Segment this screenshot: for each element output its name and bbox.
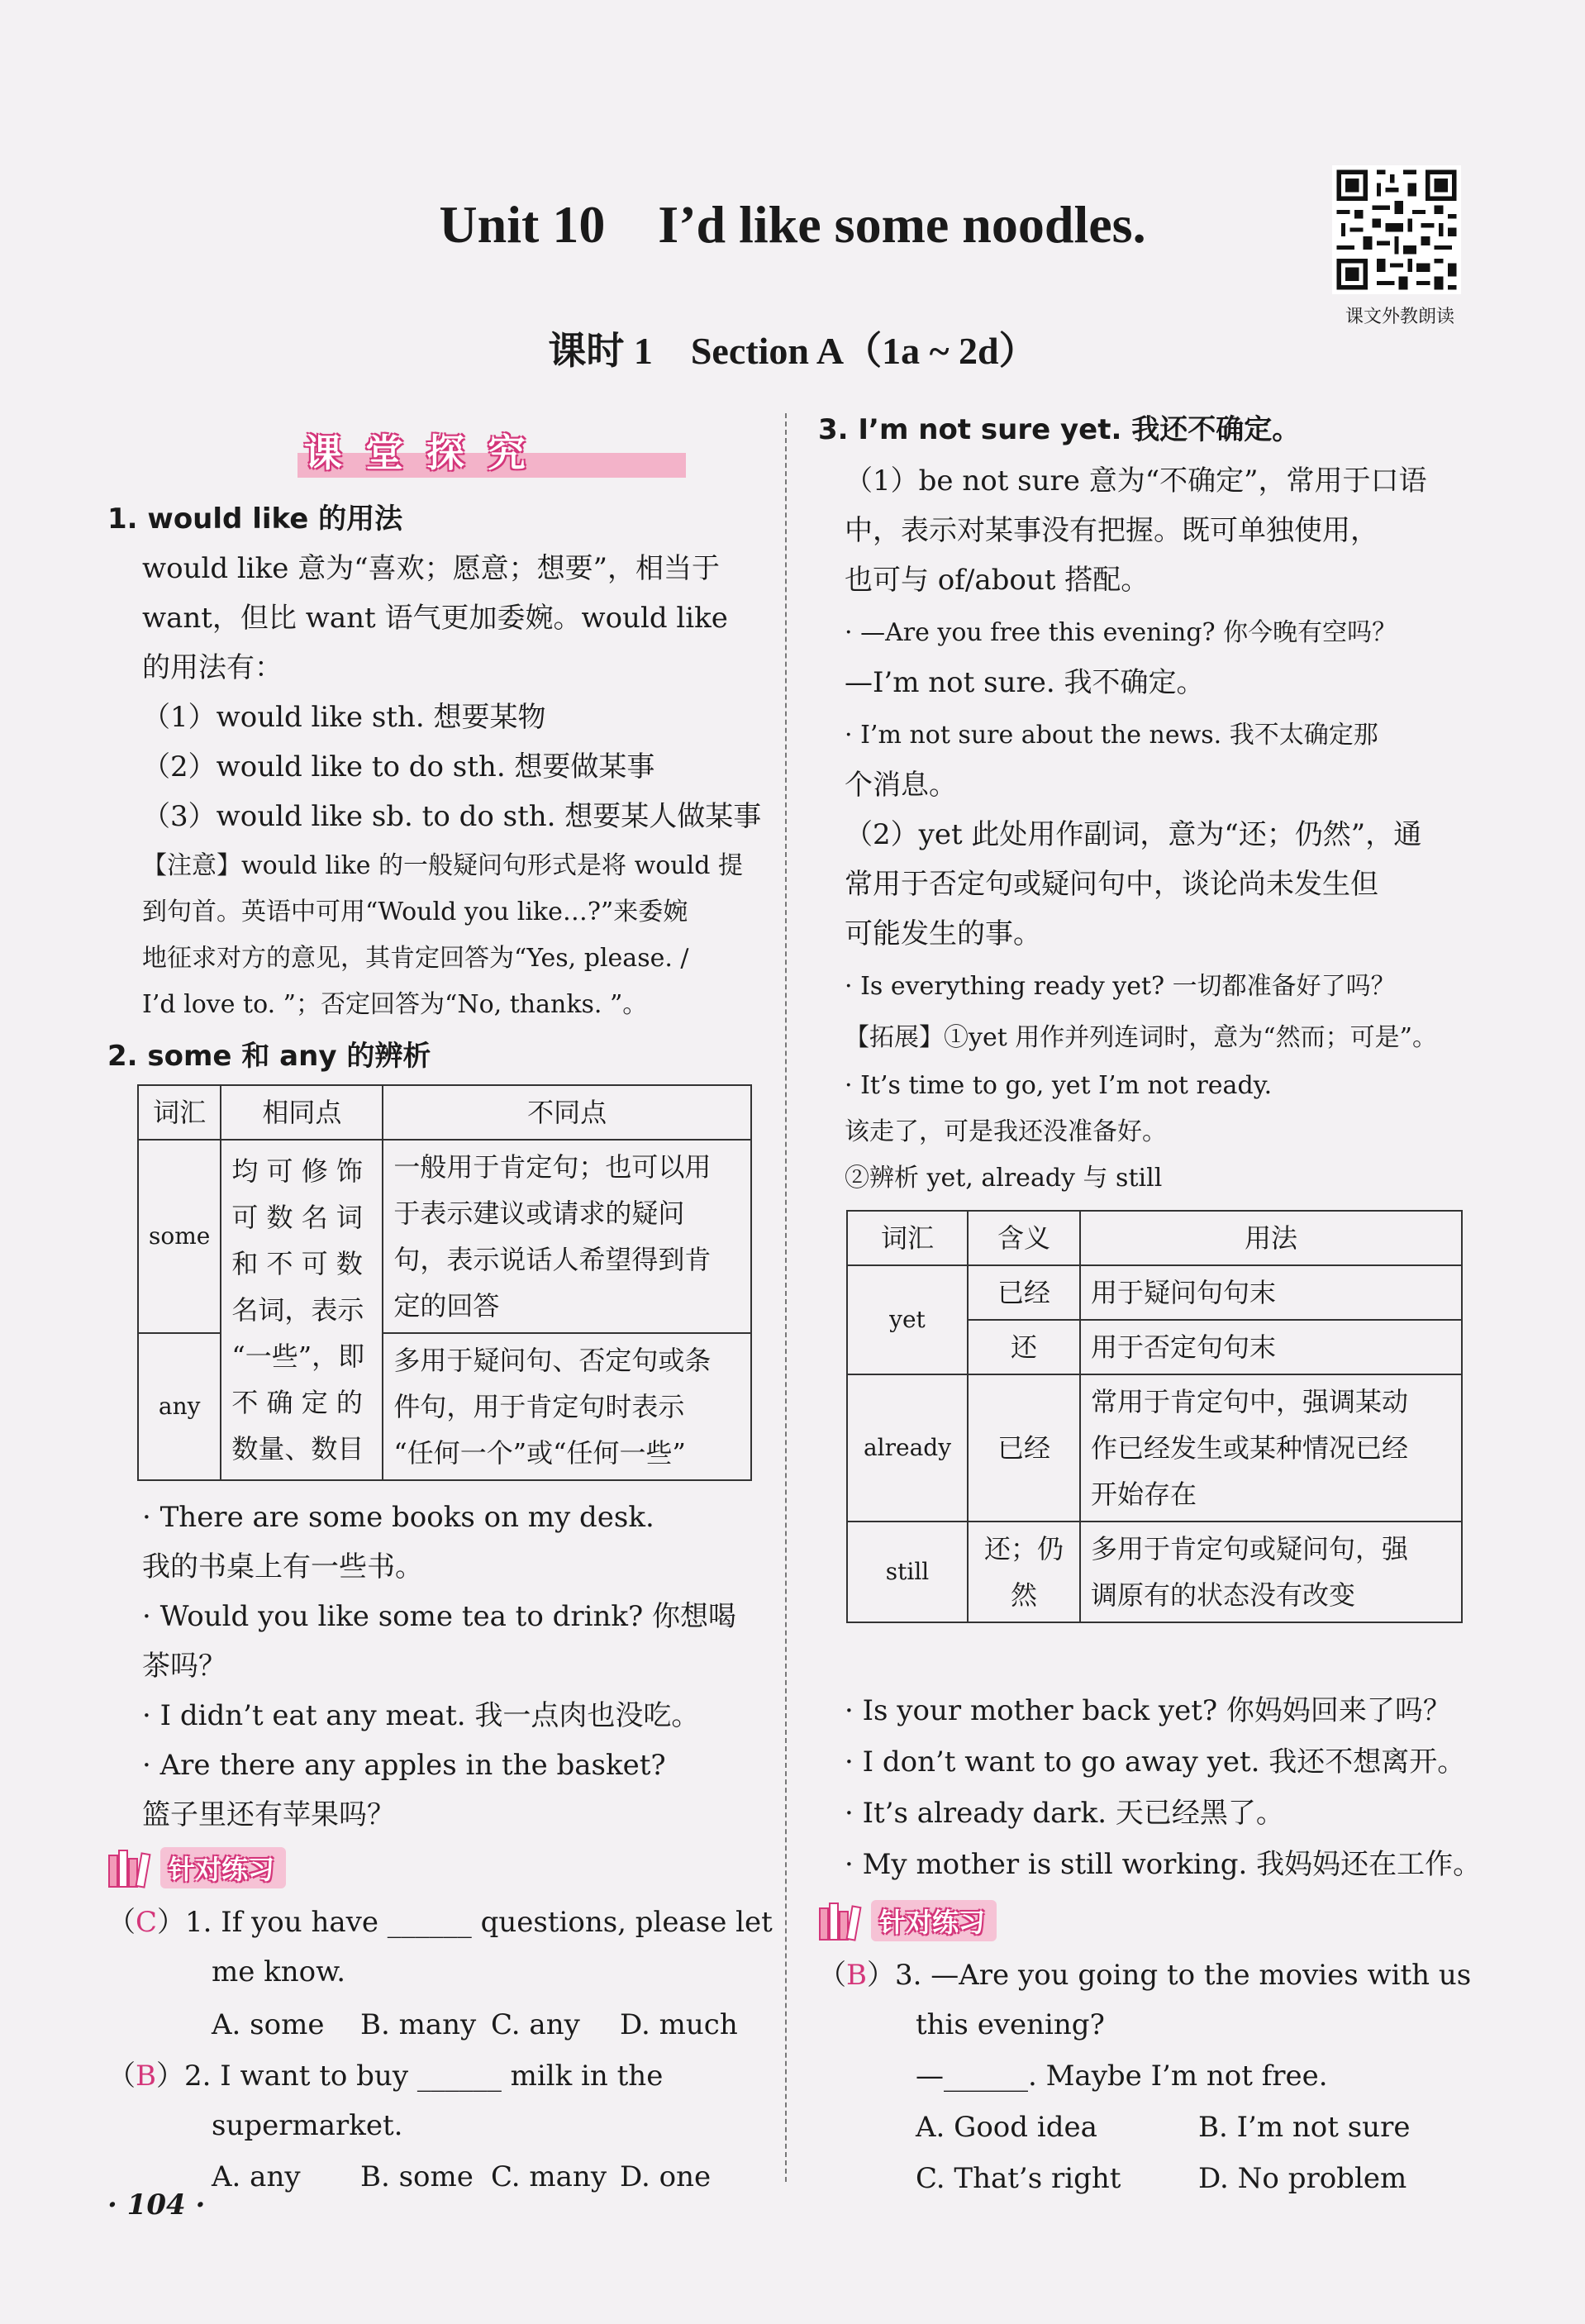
table-usage: 用于疑问句句末 <box>1080 1265 1462 1320</box>
s3-line: 【拓展】①yet 用作并列连词时，意为“然而；可是”。 <box>845 1023 1437 1052</box>
table-word-still: still <box>847 1522 968 1622</box>
question-3: （B）3. —Are you going to the movies with us <box>818 1959 1472 1992</box>
table-header: 不同点 <box>383 1085 751 1140</box>
usage-line: 多用于肯定句或疑问句，强 <box>1091 1533 1409 1564</box>
section-2-title: 2. some 和 any 的辨析 <box>107 1040 431 1073</box>
table-meaning: 已经 <box>968 1374 1080 1522</box>
s1-line-3: 的用法有： <box>142 651 283 684</box>
usage-line: 常用于肯定句中，强调某动 <box>1091 1386 1409 1417</box>
usage-line: 作已经发生或某种情况已经 <box>1091 1432 1409 1464</box>
s3-line: · It’s time to go, yet I’m not ready. <box>845 1071 1273 1100</box>
s3-line: 中，表示对某事没有把握。既可单独使用， <box>845 514 1378 547</box>
diff-line: “任何一个”或“任何一些” <box>393 1437 686 1469</box>
same-line: 可 数 名 词 <box>231 1202 363 1233</box>
answer-3: B <box>846 1959 867 1992</box>
example-line: · It’s already dark. 天已经黑了。 <box>845 1797 1284 1830</box>
q1-option-c: C. any <box>491 2008 580 2041</box>
s3-line: 也可与 of/about 搭配。 <box>845 564 1149 597</box>
q2-line-1: 2. I want to buy ______ milk in the <box>184 2060 664 2093</box>
table-meaning: 已经 <box>968 1265 1080 1320</box>
q2-option-d: D. one <box>620 2160 712 2193</box>
diff-line: 件句，用于肯定句时表示 <box>393 1391 685 1422</box>
unit-title: Unit 10 I’d like some noodles. <box>439 195 1146 254</box>
table-header: 词汇 <box>138 1085 221 1140</box>
example-line: · Would you like some tea to drink? 你想喝 <box>142 1600 737 1633</box>
table-header: 相同点 <box>221 1085 383 1140</box>
example-line: 我的书桌上有一些书。 <box>142 1550 423 1583</box>
diff-line: 于表示建议或请求的疑问 <box>393 1198 685 1229</box>
diff-line: 定的回答 <box>393 1290 500 1322</box>
s3-line: —I’m not sure. 我不确定。 <box>845 666 1205 699</box>
s3-line: · Is everything ready yet? 一切都准备好了吗？ <box>845 972 1396 1001</box>
practice-label: 针对练习 <box>160 1847 286 1888</box>
table-header: 含义 <box>968 1211 1080 1265</box>
q2-option-b: B. some <box>360 2160 474 2193</box>
example-line: · My mother is still working. 我妈妈还在工作。 <box>845 1848 1482 1881</box>
table-word-any: any <box>138 1333 221 1480</box>
table-usage <box>1080 1522 1462 1622</box>
q1-option-b: B. many <box>360 2008 477 2041</box>
s3-line: · —Are you free this evening? 你今晚有空吗？ <box>845 618 1397 647</box>
example-line: · I don’t want to go away yet. 我还不想离开。 <box>845 1745 1466 1779</box>
note-line-3: 地征求对方的意见，其肯定回答为“Yes, please. / <box>142 944 689 973</box>
answer-2: B <box>136 2060 156 2093</box>
s3-line: （1）be not sure 意为“不确定”，常用于口语 <box>845 464 1427 498</box>
books-icon <box>107 1847 154 1888</box>
same-line: 数量、数目 <box>231 1433 364 1464</box>
s3-line: 个消息。 <box>845 769 957 802</box>
some-any-table <box>137 1084 752 1481</box>
table-word-some: some <box>138 1140 221 1333</box>
q3-option-c: C. That’s right <box>916 2162 1121 2195</box>
q2-line-2: supermarket. <box>212 2109 403 2142</box>
table-header: 词汇 <box>847 1211 968 1265</box>
section-3-title: 3. I’m not sure yet. 我还不确定。 <box>818 413 1301 446</box>
example-line: 茶吗？ <box>142 1650 226 1683</box>
table-header: 用法 <box>1080 1211 1462 1265</box>
usage-line: 开始存在 <box>1091 1479 1197 1510</box>
table-some-diff <box>383 1140 751 1333</box>
example-line: 篮子里还有苹果吗？ <box>142 1798 395 1831</box>
q3-line-3: —______. Maybe I’m not free. <box>916 2060 1328 2093</box>
example-line: · Is your mother back yet? 你妈妈回来了吗？ <box>845 1694 1451 1727</box>
table-usage: 用于否定句句末 <box>1080 1320 1462 1374</box>
q3-option-b: B. I’m not sure <box>1198 2111 1411 2144</box>
same-line: 不 确 定 的 <box>231 1387 363 1418</box>
q3-option-a: A. Good idea <box>916 2111 1097 2144</box>
s3-line: ②辨析 yet, already 与 still <box>845 1164 1163 1193</box>
answer-1: C <box>136 1906 158 1939</box>
practice-header <box>107 1845 286 1891</box>
s1-line-2: want，但比 want 语气更加委婉。would like <box>142 602 728 635</box>
diff-line: 多用于疑问句、否定句或条 <box>393 1345 712 1376</box>
question-1: （C）1. If you have ______ questions, please let <box>107 1906 773 1939</box>
same-line: 均 可 修 饰 <box>231 1155 363 1187</box>
table-any-diff <box>383 1333 751 1480</box>
table-same-cell <box>221 1140 383 1480</box>
q3-line-1: 3. —Are you going to the movies with us <box>895 1959 1472 1992</box>
note-line-4: I’d love to. ”；否定回答为“No, thanks. ”。 <box>142 990 648 1019</box>
usage-line: 调原有的状态没有改变 <box>1091 1579 1356 1611</box>
q2-option-a: A. any <box>212 2160 301 2193</box>
s1-line-5: （2）would like to do sth. 想要做某事 <box>142 750 655 783</box>
same-line: “一些”，即 <box>231 1341 365 1372</box>
section-1-title: 1. would like 的用法 <box>107 502 403 536</box>
example-line: · There are some books on my desk. <box>142 1501 654 1534</box>
q2-option-c: C. many <box>491 2160 607 2193</box>
example-line: · Are there any apples in the basket? <box>142 1749 666 1782</box>
column-divider <box>785 413 787 2182</box>
table-usage <box>1080 1374 1462 1522</box>
s1-line-1: would like 意为“喜欢；愿意；想要”，相当于 <box>142 552 720 585</box>
class-explore-banner: 课堂探究 <box>304 431 549 475</box>
q3-option-d: D. No problem <box>1198 2162 1407 2195</box>
diff-line: 句，表示说话人希望得到肯 <box>393 1244 712 1275</box>
example-line: · I didn’t eat any meat. 我一点肉也没吃。 <box>142 1699 700 1732</box>
s1-line-6: （3）would like sb. to do sth. 想要某人做某事 <box>142 800 762 833</box>
table-word-already: already <box>847 1374 968 1522</box>
table-word-yet: yet <box>847 1265 968 1374</box>
table-meaning: 还 <box>968 1320 1080 1374</box>
q1-line-2: me know. <box>212 1955 346 1988</box>
s3-line: · I’m not sure about the news. 我不太确定那 <box>845 721 1378 750</box>
s3-line: 可能发生的事。 <box>845 917 1041 950</box>
note-line-2: 到句首。英语中可用“Would you like…?”来委婉 <box>142 898 688 926</box>
page-number: · 104 · <box>107 2188 206 2222</box>
lesson-subtitle: 课时 1 Section A（1a ~ 2d） <box>548 330 1037 372</box>
books-icon <box>818 1900 864 1941</box>
q1-option-a: A. some <box>212 2008 325 2041</box>
practice-header <box>818 1898 997 1944</box>
s3-line: 常用于否定句或疑问句中，谈论尚未发生但 <box>845 868 1378 901</box>
q3-line-2: this evening? <box>916 2008 1105 2041</box>
s1-line-4: （1）would like sth. 想要某物 <box>142 701 546 734</box>
qr-caption: 课文外教朗读 <box>1345 307 1454 327</box>
yet-already-still-table <box>846 1210 1463 1623</box>
same-line: 和 不 可 数 <box>231 1248 363 1279</box>
same-line: 名词，表示 <box>231 1294 364 1326</box>
s3-line: （2）yet 此处用作副词，意为“还；仍然”，通 <box>845 818 1422 851</box>
question-2: （B）2. I want to buy ______ milk in the <box>107 2060 664 2093</box>
q1-option-d: D. much <box>620 2008 738 2041</box>
qr-code-icon <box>1332 165 1461 294</box>
q1-line-1: 1. If you have ______ questions, please let <box>185 1906 773 1939</box>
diff-line: 一般用于肯定句；也可以用 <box>393 1151 712 1183</box>
s3-line: 该走了，可是我还没准备好。 <box>845 1117 1167 1146</box>
practice-label: 针对练习 <box>871 1900 997 1941</box>
table-meaning: 还；仍然 <box>968 1522 1080 1622</box>
note-line-1: 【注意】would like 的一般疑问句形式是将 would 提 <box>142 851 743 880</box>
